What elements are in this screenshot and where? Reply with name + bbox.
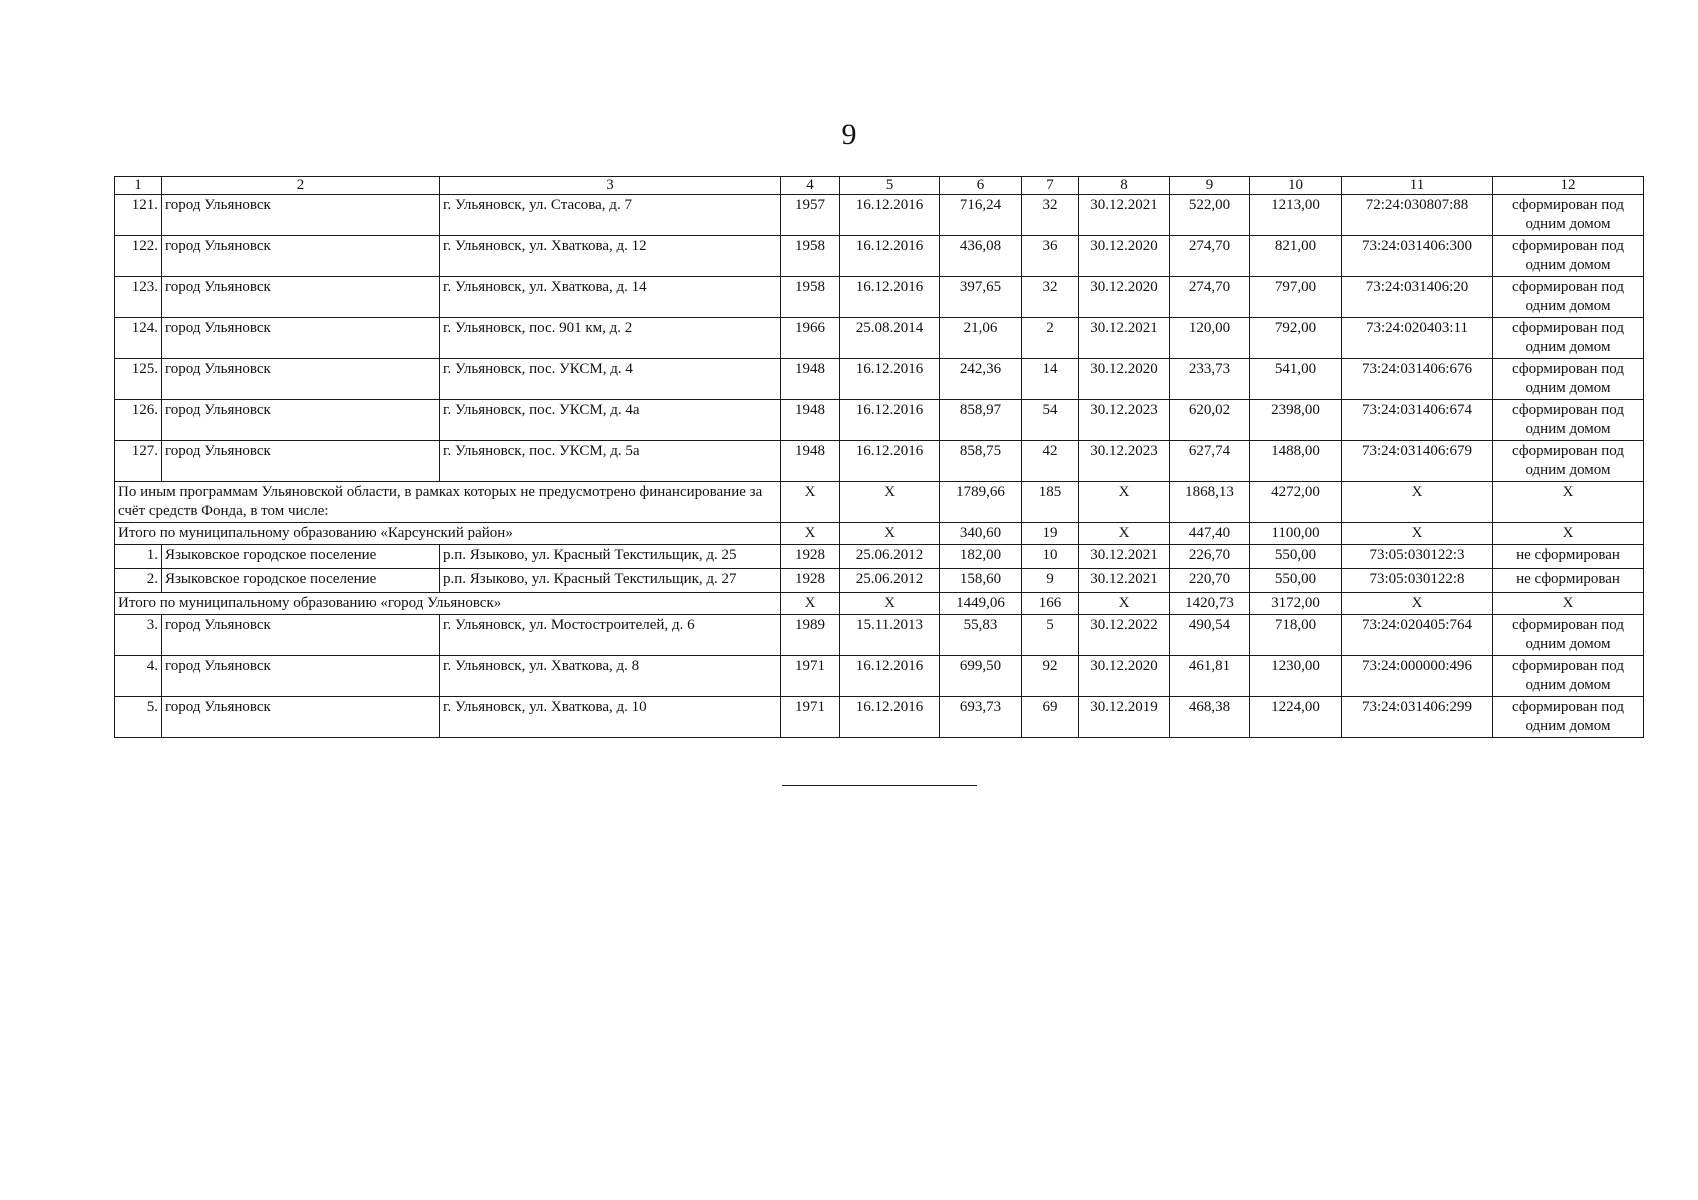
column-10-cell: 797,00 <box>1250 277 1342 318</box>
residents-cell: 69 <box>1022 697 1079 738</box>
table-row <box>115 400 1644 441</box>
status-cell: сформирован под одним домом <box>1493 195 1644 236</box>
residents-cell: 92 <box>1022 656 1079 697</box>
cadastral-number-cell: 73:24:031406:674 <box>1342 400 1493 441</box>
column-10-cell: 718,00 <box>1250 615 1342 656</box>
recognition-date-cell: 25.06.2012 <box>840 569 940 593</box>
cadastral-number-cell: 73:24:031406:299 <box>1342 697 1493 738</box>
table-row <box>115 569 1644 593</box>
municipality-cell: город Ульяновск <box>162 318 440 359</box>
status-cell: сформирован под одним домом <box>1493 400 1644 441</box>
cadastral-number-cell: 73:24:020405:764 <box>1342 615 1493 656</box>
residents-cell: 9 <box>1022 569 1079 593</box>
cadastral-number-cell: 73:24:000000:496 <box>1342 656 1493 697</box>
address-cell: г. Ульяновск, ул. Хваткова, д. 8 <box>440 656 781 697</box>
area-cell: 716,24 <box>940 195 1022 236</box>
column-9-cell: 220,70 <box>1170 569 1250 593</box>
column-10-cell: 1488,00 <box>1250 441 1342 482</box>
recognition-date-cell: 16.12.2016 <box>840 277 940 318</box>
column-9-cell: 233,73 <box>1170 359 1250 400</box>
status-cell: Х <box>1493 523 1644 545</box>
table-row <box>115 656 1644 697</box>
table-row <box>115 318 1644 359</box>
municipality-cell: город Ульяновск <box>162 656 440 697</box>
address-cell: г. Ульяновск, пос. УКСМ, д. 5а <box>440 441 781 482</box>
row-number: 125. <box>115 359 162 400</box>
year-cell: 1928 <box>781 545 840 569</box>
resettlement-date-cell: Х <box>1079 482 1170 523</box>
table-row <box>115 697 1644 738</box>
year-cell: Х <box>781 482 840 523</box>
status-cell: сформирован под одним домом <box>1493 697 1644 738</box>
status-cell: сформирован под одним домом <box>1493 359 1644 400</box>
area-cell: 1789,66 <box>940 482 1022 523</box>
column-10-cell: 4272,00 <box>1250 482 1342 523</box>
column-9-cell: 522,00 <box>1170 195 1250 236</box>
column-10-cell: 550,00 <box>1250 569 1342 593</box>
municipality-cell: Языковское городское поселение <box>162 545 440 569</box>
column-header-3: 3 <box>440 177 781 195</box>
residents-cell: 185 <box>1022 482 1079 523</box>
column-header-9: 9 <box>1170 177 1250 195</box>
cadastral-number-cell: 73:24:031406:676 <box>1342 359 1493 400</box>
table-row <box>115 615 1644 656</box>
column-9-cell: 447,40 <box>1170 523 1250 545</box>
year-cell: 1958 <box>781 236 840 277</box>
resettlement-date-cell: 30.12.2021 <box>1079 569 1170 593</box>
recognition-date-cell: Х <box>840 523 940 545</box>
row-number: 126. <box>115 400 162 441</box>
column-9-cell: 274,70 <box>1170 236 1250 277</box>
closing-rule <box>782 785 977 786</box>
summary-label: Итого по муниципальному образованию «город Ульяновск» <box>115 593 781 615</box>
column-9-cell: 461,81 <box>1170 656 1250 697</box>
area-cell: 1449,06 <box>940 593 1022 615</box>
recognition-date-cell: Х <box>840 593 940 615</box>
cadastral-number-cell: 73:05:030122:3 <box>1342 545 1493 569</box>
year-cell: 1948 <box>781 359 840 400</box>
municipality-cell: город Ульяновск <box>162 195 440 236</box>
resettlement-date-cell: 30.12.2021 <box>1079 545 1170 569</box>
residents-cell: 14 <box>1022 359 1079 400</box>
residents-cell: 2 <box>1022 318 1079 359</box>
column-10-cell: 1224,00 <box>1250 697 1342 738</box>
column-10-cell: 792,00 <box>1250 318 1342 359</box>
recognition-date-cell: 15.11.2013 <box>840 615 940 656</box>
cadastral-number-cell: 73:24:031406:20 <box>1342 277 1493 318</box>
area-cell: 340,60 <box>940 523 1022 545</box>
row-number: 127. <box>115 441 162 482</box>
column-10-cell: 1100,00 <box>1250 523 1342 545</box>
year-cell: 1966 <box>781 318 840 359</box>
cadastral-number-cell: Х <box>1342 523 1493 545</box>
address-cell: г. Ульяновск, пос. УКСМ, д. 4а <box>440 400 781 441</box>
municipality-cell: город Ульяновск <box>162 697 440 738</box>
address-cell: г. Ульяновск, ул. Хваткова, д. 14 <box>440 277 781 318</box>
recognition-date-cell: 25.08.2014 <box>840 318 940 359</box>
address-cell: г. Ульяновск, ул. Мостостроителей, д. 6 <box>440 615 781 656</box>
table-row <box>115 195 1644 236</box>
table-row <box>115 359 1644 400</box>
table-row <box>115 277 1644 318</box>
column-10-cell: 550,00 <box>1250 545 1342 569</box>
residents-cell: 5 <box>1022 615 1079 656</box>
table-row <box>115 236 1644 277</box>
row-number: 123. <box>115 277 162 318</box>
column-header-10: 10 <box>1250 177 1342 195</box>
row-number: 5. <box>115 697 162 738</box>
row-number: 122. <box>115 236 162 277</box>
status-cell: сформирован под одним домом <box>1493 441 1644 482</box>
column-header-7: 7 <box>1022 177 1079 195</box>
status-cell: не сформирован <box>1493 569 1644 593</box>
row-number: 2. <box>115 569 162 593</box>
cadastral-number-cell: 72:24:030807:88 <box>1342 195 1493 236</box>
year-cell: 1958 <box>781 277 840 318</box>
recognition-date-cell: 16.12.2016 <box>840 441 940 482</box>
row-number: 121. <box>115 195 162 236</box>
table-row <box>115 441 1644 482</box>
column-9-cell: 1868,13 <box>1170 482 1250 523</box>
area-cell: 858,75 <box>940 441 1022 482</box>
column-9-cell: 468,38 <box>1170 697 1250 738</box>
column-header-5: 5 <box>840 177 940 195</box>
row-number: 1. <box>115 545 162 569</box>
resettlement-date-cell: 30.12.2023 <box>1079 400 1170 441</box>
recognition-date-cell: 25.06.2012 <box>840 545 940 569</box>
cadastral-number-cell: Х <box>1342 482 1493 523</box>
row-number: 4. <box>115 656 162 697</box>
municipality-cell: город Ульяновск <box>162 236 440 277</box>
area-cell: 436,08 <box>940 236 1022 277</box>
resettlement-date-cell: 30.12.2021 <box>1079 318 1170 359</box>
residents-cell: 32 <box>1022 195 1079 236</box>
row-number: 124. <box>115 318 162 359</box>
column-header-6: 6 <box>940 177 1022 195</box>
municipality-cell: город Ульяновск <box>162 359 440 400</box>
column-9-cell: 274,70 <box>1170 277 1250 318</box>
column-9-cell: 120,00 <box>1170 318 1250 359</box>
year-cell: 1928 <box>781 569 840 593</box>
summary-label: По иным программам Ульяновской области, в рамках которых не предусмотрено финансирование за счёт средств Фонда, в том числе: <box>115 482 781 523</box>
municipality-cell: город Ульяновск <box>162 400 440 441</box>
recognition-date-cell: 16.12.2016 <box>840 400 940 441</box>
resettlement-date-cell: Х <box>1079 593 1170 615</box>
year-cell: 1948 <box>781 441 840 482</box>
recognition-date-cell: 16.12.2016 <box>840 236 940 277</box>
year-cell: Х <box>781 523 840 545</box>
resettlement-date-cell: 30.12.2023 <box>1079 441 1170 482</box>
year-cell: 1957 <box>781 195 840 236</box>
address-cell: г. Ульяновск, ул. Хваткова, д. 10 <box>440 697 781 738</box>
recognition-date-cell: 16.12.2016 <box>840 359 940 400</box>
recognition-date-cell: Х <box>840 482 940 523</box>
column-9-cell: 490,54 <box>1170 615 1250 656</box>
residents-cell: 166 <box>1022 593 1079 615</box>
column-header-4: 4 <box>781 177 840 195</box>
address-cell: г. Ульяновск, пос. 901 км, д. 2 <box>440 318 781 359</box>
column-9-cell: 1420,73 <box>1170 593 1250 615</box>
residents-cell: 42 <box>1022 441 1079 482</box>
municipality-cell: город Ульяновск <box>162 277 440 318</box>
resettlement-date-cell: Х <box>1079 523 1170 545</box>
address-cell: г. Ульяновск, ул. Стасова, д. 7 <box>440 195 781 236</box>
area-cell: 55,83 <box>940 615 1022 656</box>
column-header-2: 2 <box>162 177 440 195</box>
year-cell: 1989 <box>781 615 840 656</box>
column-10-cell: 821,00 <box>1250 236 1342 277</box>
column-10-cell: 3172,00 <box>1250 593 1342 615</box>
status-cell: Х <box>1493 593 1644 615</box>
column-header-8: 8 <box>1079 177 1170 195</box>
column-header-12: 12 <box>1493 177 1644 195</box>
column-header-1: 1 <box>115 177 162 195</box>
residents-cell: 36 <box>1022 236 1079 277</box>
year-cell: 1971 <box>781 697 840 738</box>
page-number: 9 <box>841 118 857 151</box>
status-cell: сформирован под одним домом <box>1493 236 1644 277</box>
area-cell: 21,06 <box>940 318 1022 359</box>
recognition-date-cell: 16.12.2016 <box>840 656 940 697</box>
area-cell: 693,73 <box>940 697 1022 738</box>
column-10-cell: 1213,00 <box>1250 195 1342 236</box>
table-header-row <box>115 177 1644 195</box>
resettlement-date-cell: 30.12.2020 <box>1079 277 1170 318</box>
column-10-cell: 1230,00 <box>1250 656 1342 697</box>
status-cell: Х <box>1493 482 1644 523</box>
status-cell: сформирован под одним домом <box>1493 615 1644 656</box>
area-cell: 699,50 <box>940 656 1022 697</box>
residents-cell: 10 <box>1022 545 1079 569</box>
year-cell: 1948 <box>781 400 840 441</box>
resettlement-date-cell: 30.12.2021 <box>1079 195 1170 236</box>
address-cell: р.п. Языково, ул. Красный Текстильщик, д. 27 <box>440 569 781 593</box>
status-cell: сформирован под одним домом <box>1493 277 1644 318</box>
summary-row <box>115 482 1644 523</box>
resettlement-date-cell: 30.12.2020 <box>1079 236 1170 277</box>
residents-cell: 54 <box>1022 400 1079 441</box>
column-9-cell: 226,70 <box>1170 545 1250 569</box>
cadastral-number-cell: 73:24:031406:300 <box>1342 236 1493 277</box>
row-number: 3. <box>115 615 162 656</box>
summary-row <box>115 523 1644 545</box>
status-cell: не сформирован <box>1493 545 1644 569</box>
cadastral-number-cell: 73:05:030122:8 <box>1342 569 1493 593</box>
address-cell: г. Ульяновск, ул. Хваткова, д. 12 <box>440 236 781 277</box>
year-cell: 1971 <box>781 656 840 697</box>
column-header-11: 11 <box>1342 177 1493 195</box>
municipality-cell: город Ульяновск <box>162 615 440 656</box>
table-row <box>115 545 1644 569</box>
resettlement-date-cell: 30.12.2019 <box>1079 697 1170 738</box>
cadastral-number-cell: Х <box>1342 593 1493 615</box>
summary-row <box>115 593 1644 615</box>
status-cell: сформирован под одним домом <box>1493 318 1644 359</box>
municipality-cell: Языковское городское поселение <box>162 569 440 593</box>
year-cell: Х <box>781 593 840 615</box>
residents-cell: 19 <box>1022 523 1079 545</box>
cadastral-number-cell: 73:24:031406:679 <box>1342 441 1493 482</box>
column-9-cell: 620,02 <box>1170 400 1250 441</box>
resettlement-date-cell: 30.12.2020 <box>1079 359 1170 400</box>
area-cell: 158,60 <box>940 569 1022 593</box>
area-cell: 397,65 <box>940 277 1022 318</box>
column-9-cell: 627,74 <box>1170 441 1250 482</box>
cadastral-number-cell: 73:24:020403:11 <box>1342 318 1493 359</box>
column-10-cell: 2398,00 <box>1250 400 1342 441</box>
housing-register-table <box>114 176 1644 738</box>
address-cell: г. Ульяновск, пос. УКСМ, д. 4 <box>440 359 781 400</box>
summary-label: Итого по муниципальному образованию «Карсунский район» <box>115 523 781 545</box>
area-cell: 182,00 <box>940 545 1022 569</box>
municipality-cell: город Ульяновск <box>162 441 440 482</box>
recognition-date-cell: 16.12.2016 <box>840 195 940 236</box>
residents-cell: 32 <box>1022 277 1079 318</box>
resettlement-date-cell: 30.12.2022 <box>1079 615 1170 656</box>
resettlement-date-cell: 30.12.2020 <box>1079 656 1170 697</box>
recognition-date-cell: 16.12.2016 <box>840 697 940 738</box>
area-cell: 858,97 <box>940 400 1022 441</box>
column-10-cell: 541,00 <box>1250 359 1342 400</box>
area-cell: 242,36 <box>940 359 1022 400</box>
address-cell: р.п. Языково, ул. Красный Текстильщик, д. 25 <box>440 545 781 569</box>
status-cell: сформирован под одним домом <box>1493 656 1644 697</box>
